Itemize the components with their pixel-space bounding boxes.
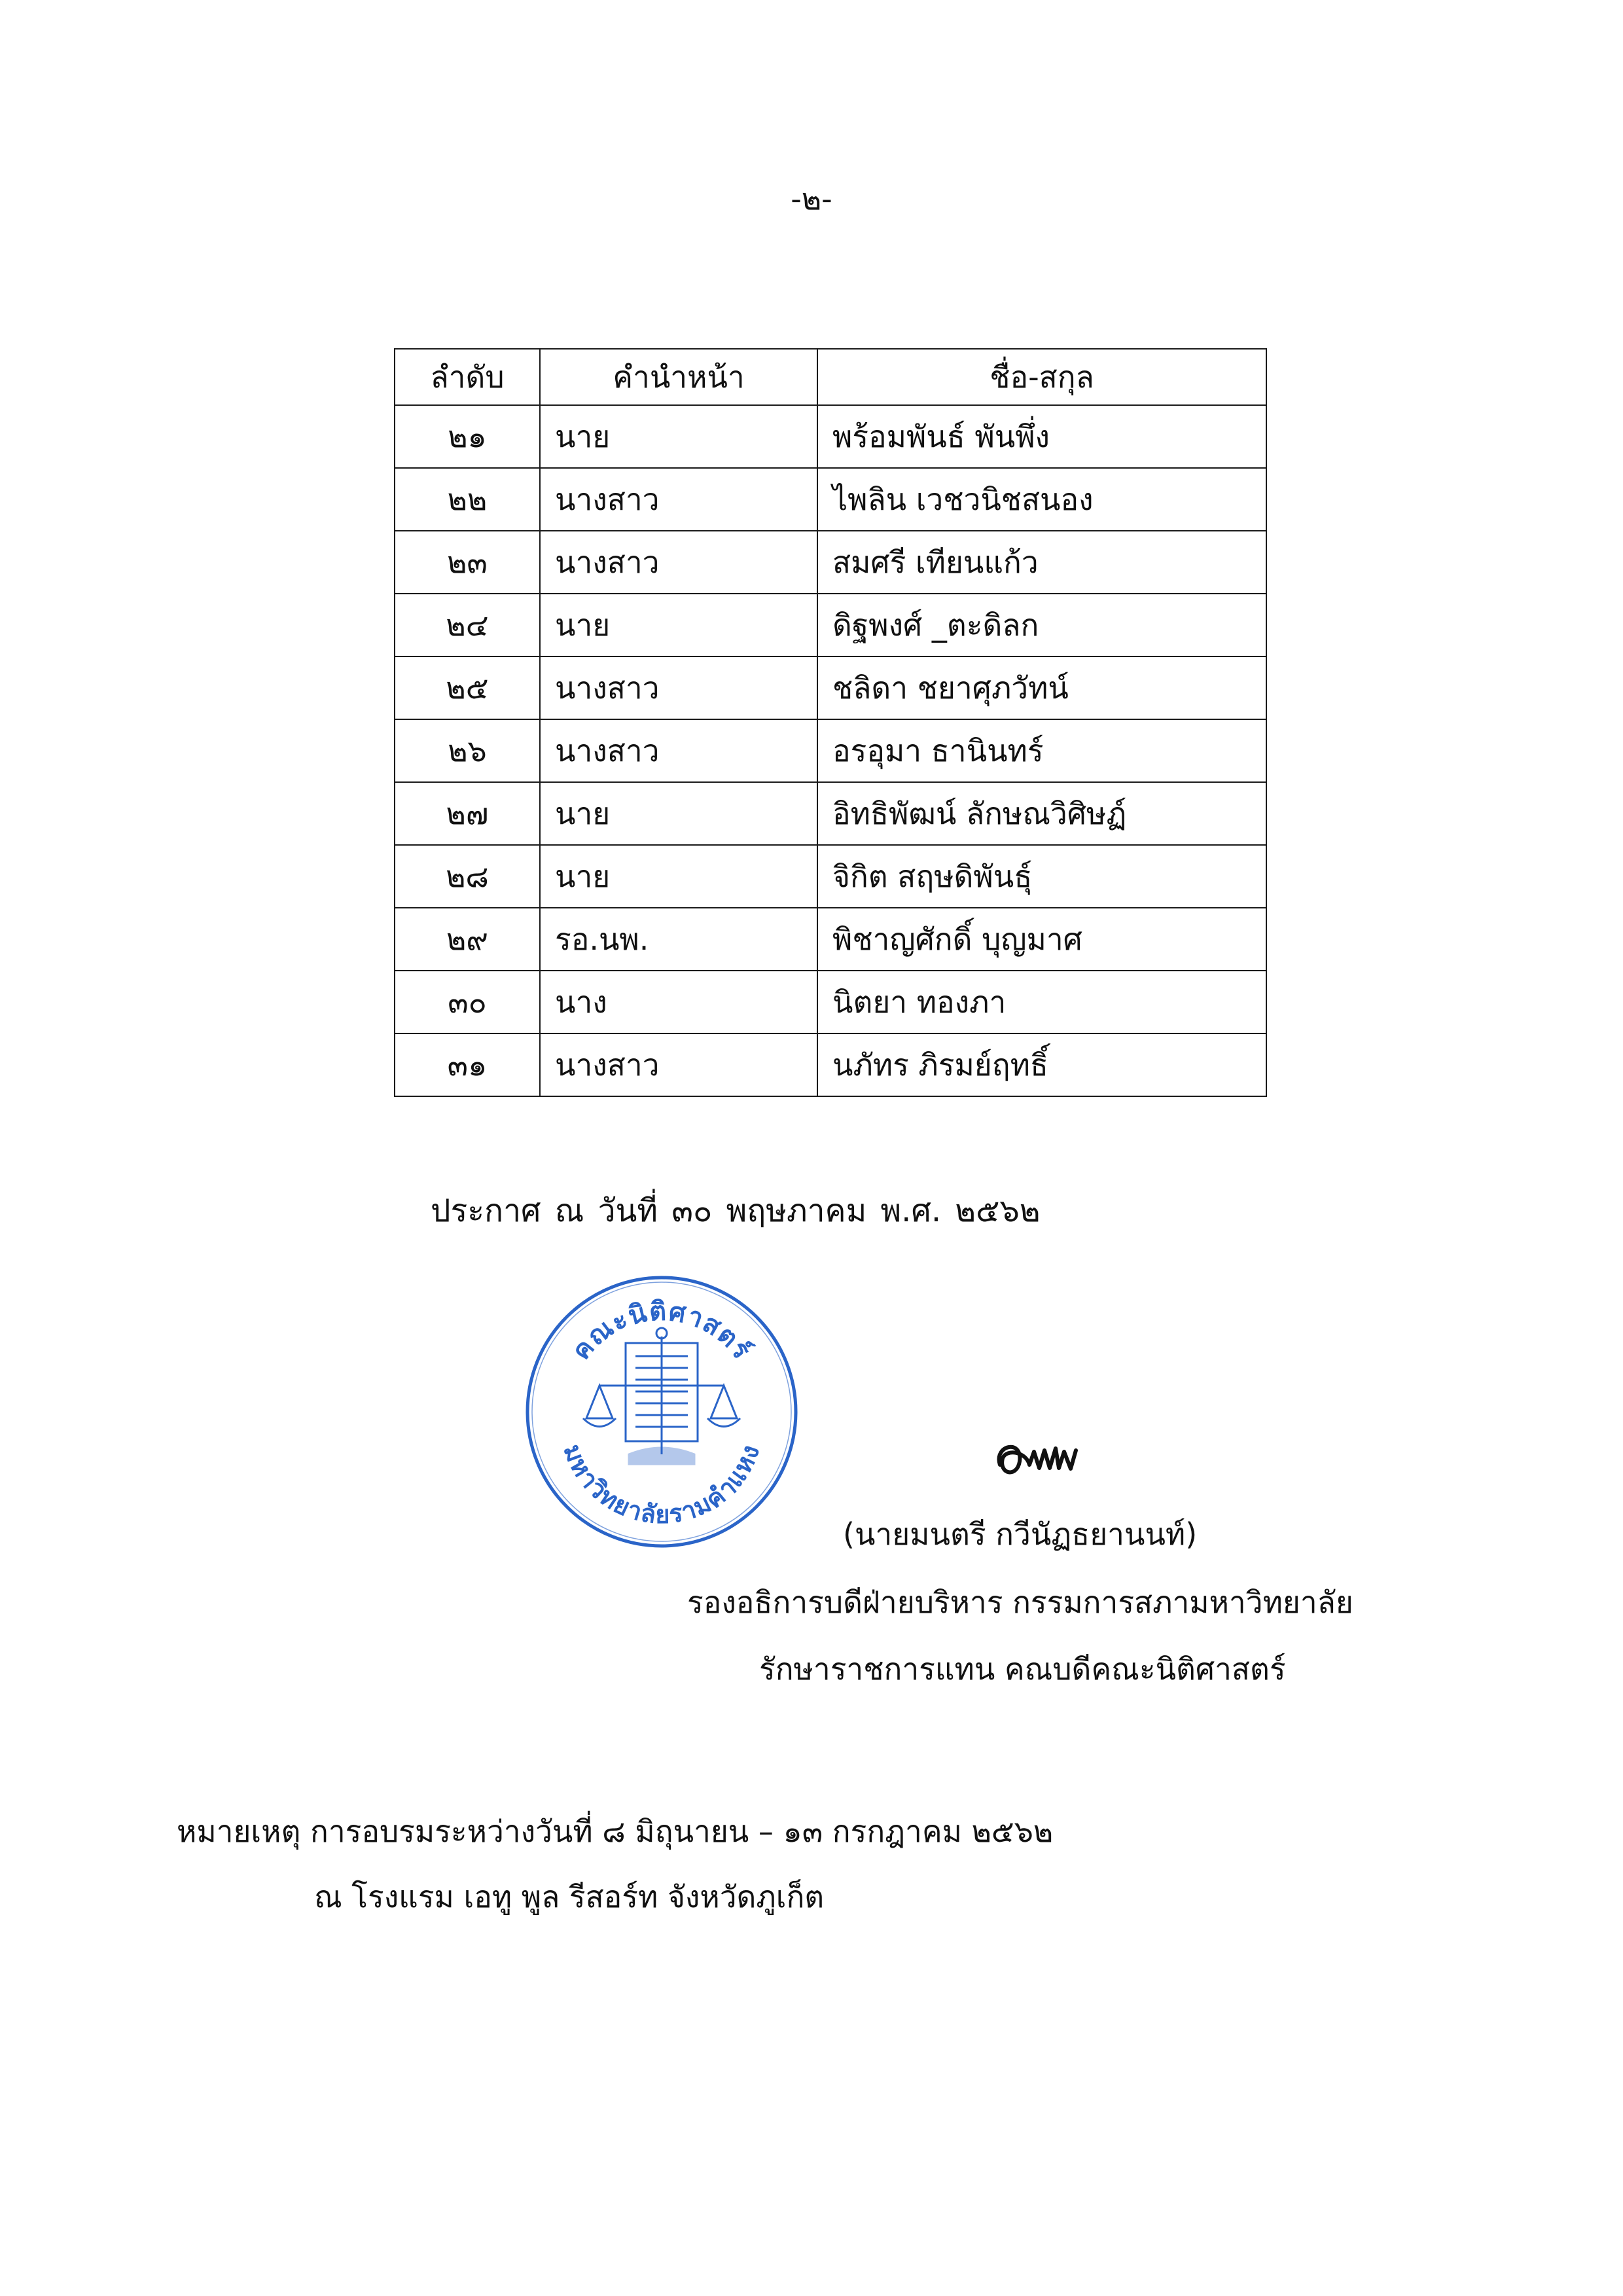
table-row — [395, 971, 1266, 1033]
table-row — [395, 656, 1266, 719]
table-row — [395, 594, 1266, 656]
row-full-name: อิทธิพัฒน์ ลักษณวิศิษฏ์ — [817, 782, 1266, 845]
svg-text:มหาวิทยาลัยรามคำแหง: มหาวิทยาลัยรามคำแหง — [558, 1441, 766, 1530]
roster-table — [394, 348, 1267, 1097]
table-header-row — [395, 349, 1266, 405]
row-prefix: นาย — [540, 845, 817, 908]
table-row — [395, 1033, 1266, 1096]
seal-stamp-graphic — [527, 1278, 796, 1546]
svg-text:คณะนิติศาสตร์: คณะนิติศาสตร์ — [566, 1297, 757, 1365]
row-order-number: ๒๖ — [395, 719, 540, 782]
row-full-name: อรอุมา ธานินทร์ — [817, 719, 1266, 782]
signatory-acting-title: รักษาราชการแทน คณบดีคณะนิติศาสตร์ — [759, 1651, 1286, 1687]
column-header-order: ลำดับ — [395, 349, 540, 405]
signatory-name: (นายมนตรี กวีนัฏธยานนท์) — [843, 1516, 1198, 1552]
row-order-number: ๒๑ — [395, 405, 540, 468]
row-prefix: นาง — [540, 971, 817, 1033]
row-prefix: นางสาว — [540, 656, 817, 719]
row-prefix: นางสาว — [540, 719, 817, 782]
row-prefix: นางสาว — [540, 468, 817, 531]
row-full-name: พิชาญศักดิ์ บุญมาศ — [817, 908, 1266, 971]
row-full-name: ชลิดา ชยาศุภวัทน์ — [817, 656, 1266, 719]
row-prefix: รอ.นพ. — [540, 908, 817, 971]
row-full-name: ดิฐพงศ์ _ตะดิลก — [817, 594, 1266, 656]
handwritten-signature — [993, 1432, 1085, 1484]
row-order-number: ๒๗ — [395, 782, 540, 845]
row-order-number: ๒๔ — [395, 594, 540, 656]
row-order-number: ๓๐ — [395, 971, 540, 1033]
row-prefix: นาย — [540, 594, 817, 656]
faculty-seal — [521, 1271, 802, 1552]
row-order-number: ๒๙ — [395, 908, 540, 971]
table-row — [395, 908, 1266, 971]
table-row — [395, 405, 1266, 468]
row-full-name: สมศรี เทียนแก้ว — [817, 531, 1266, 594]
row-order-number: ๒๕ — [395, 656, 540, 719]
remark-line-1: หมายเหตุ การอบรมระหว่างวันที่ ๘ มิถุนายน – ๑๓ กรกฎาคม ๒๕๖๒ — [177, 1814, 1054, 1849]
signatory-position: รองอธิการบดีฝ่ายบริหาร กรรมการสภามหาวิทยาลัย — [687, 1585, 1353, 1620]
row-order-number: ๒๓ — [395, 531, 540, 594]
row-full-name: พร้อมพันธ์ พันพึ่ง — [817, 405, 1266, 468]
table-row — [395, 531, 1266, 594]
row-full-name: ไพลิน เวชวนิชสนอง — [817, 468, 1266, 531]
row-order-number: ๓๑ — [395, 1033, 540, 1096]
row-order-number: ๒๘ — [395, 845, 540, 908]
row-order-number: ๒๒ — [395, 468, 540, 531]
column-header-prefix: คำนำหน้า — [540, 349, 817, 405]
page-number: -๒- — [791, 181, 832, 217]
row-prefix: นางสาว — [540, 531, 817, 594]
table-row — [395, 468, 1266, 531]
announcement-date: ประกาศ ณ วันที่ ๓๐ พฤษภาคม พ.ศ. ๒๕๖๒ — [431, 1193, 1041, 1229]
row-prefix: นางสาว — [540, 1033, 817, 1096]
row-full-name: จิกิต สฤษดิพันธุ์ — [817, 845, 1266, 908]
row-prefix: นาย — [540, 782, 817, 845]
row-full-name: นภัทร ภิรมย์ฤทธิ์ — [817, 1033, 1266, 1096]
column-header-name: ชื่อ-สกุล — [817, 349, 1266, 405]
row-prefix: นาย — [540, 405, 817, 468]
remark-line-2: ณ โรงแรม เอทู พูล รีสอร์ท จังหวัดภูเก็ต — [314, 1879, 825, 1914]
table-row — [395, 782, 1266, 845]
row-full-name: นิตยา ทองภา — [817, 971, 1266, 1033]
table-row — [395, 719, 1266, 782]
table-row — [395, 845, 1266, 908]
